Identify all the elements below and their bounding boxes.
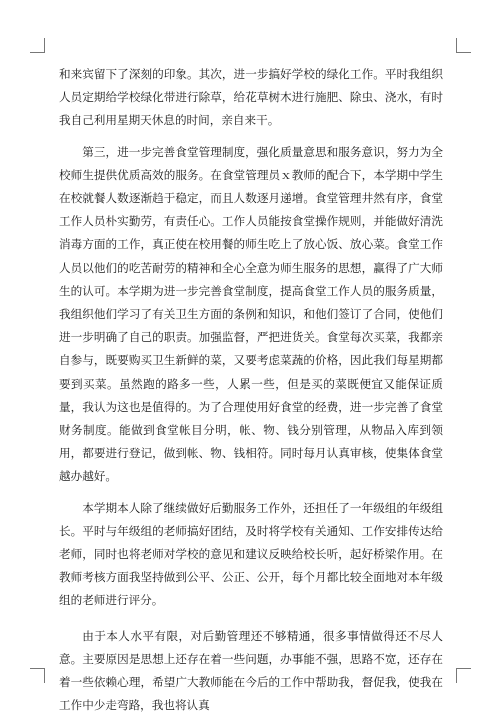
crop-mark-bottom-left <box>30 668 45 683</box>
crop-mark-top-right <box>456 38 471 53</box>
crop-mark-top-left <box>30 38 45 53</box>
paragraph-canteen-management: 第三，进一步完善食堂管理制度，强化质量意思和服务意识，努力为全校师生提供优质高效的服务。在食堂管理员ｘ教师的配合下，本学期中学生在校就餐人数逐渐趋于稳定，而且人数逐月递增。食堂管理井然有序，食堂工作人员朴实勤劳，有责任心。工作人员能按食堂操作规则，并能做好清洗消毒方面的工作，真正使在校用餐的师生吃上了放心饭、放心菜。食堂工作人员以他们的吃苦耐劳的精神和全心全意为师生服务的思想，赢得了广大师生的认可。本学期为进一步完善食堂制度，提高食堂工作人员的服务质量，我组织他们学习了有关卫生方面的条例和知识，和他们签订了合同，使他们进一步明确了自己的职责。加强监督，严把进货关。食堂每次买菜，我都亲自参与，既要购买卫生新鲜的菜，又要考虑菜蔬的价格，因此我们每星期都要到买菜。虽然跑的路多一些，人累一些，但是买的菜既便宜又能保证质量，我认为这也是值得的。为了合理使用好食堂的经费，进一步完善了食堂财务制度。能做到食堂帐目分明，帐、物、钱分别管理，从物品入库到领用，都要进行登记，做到帐、物、钱相符。同时每月认真审核，使集体食堂越办越好。 <box>59 144 443 484</box>
paragraph-greening-continued: 和来宾留下了深刻的印象。其次，进一步搞好学校的绿化工作。平时我组织人员定期给学校绿化带进行除草，给花草树木进行施肥、除虫、浇水，有时我自己利用星期天休息的时间，亲自来干。 <box>59 67 443 128</box>
paragraph-grade-leader: 本学期本人除了继续做好后勤服务工作外，还担任了一年级组的年级组长。平时与年级组的老师搞好团结，及时将学校有关通知、工作安排传达给老师，同时也将老师对学校的意见和建议反映给校长听，起好桥梁作用。在教师考核方面我坚持做到公平、公正、公开，每个月都比较全面地对本年级组的老师进行评分。 <box>59 500 443 608</box>
crop-mark-bottom-right <box>456 668 471 683</box>
document-body <box>59 63 443 717</box>
paragraph-shortcomings: 由于本人水平有限，对后勤管理还不够精通，很多事情做得还不尽人意。主要原因是思想上还存在着一些问题，办事能不强，思路不宽，还存在着一些依赖心理，希望广大教师能在今后的工作中帮助我，督促我，使我在工作中少走弯路，我也将认真 <box>59 628 443 713</box>
